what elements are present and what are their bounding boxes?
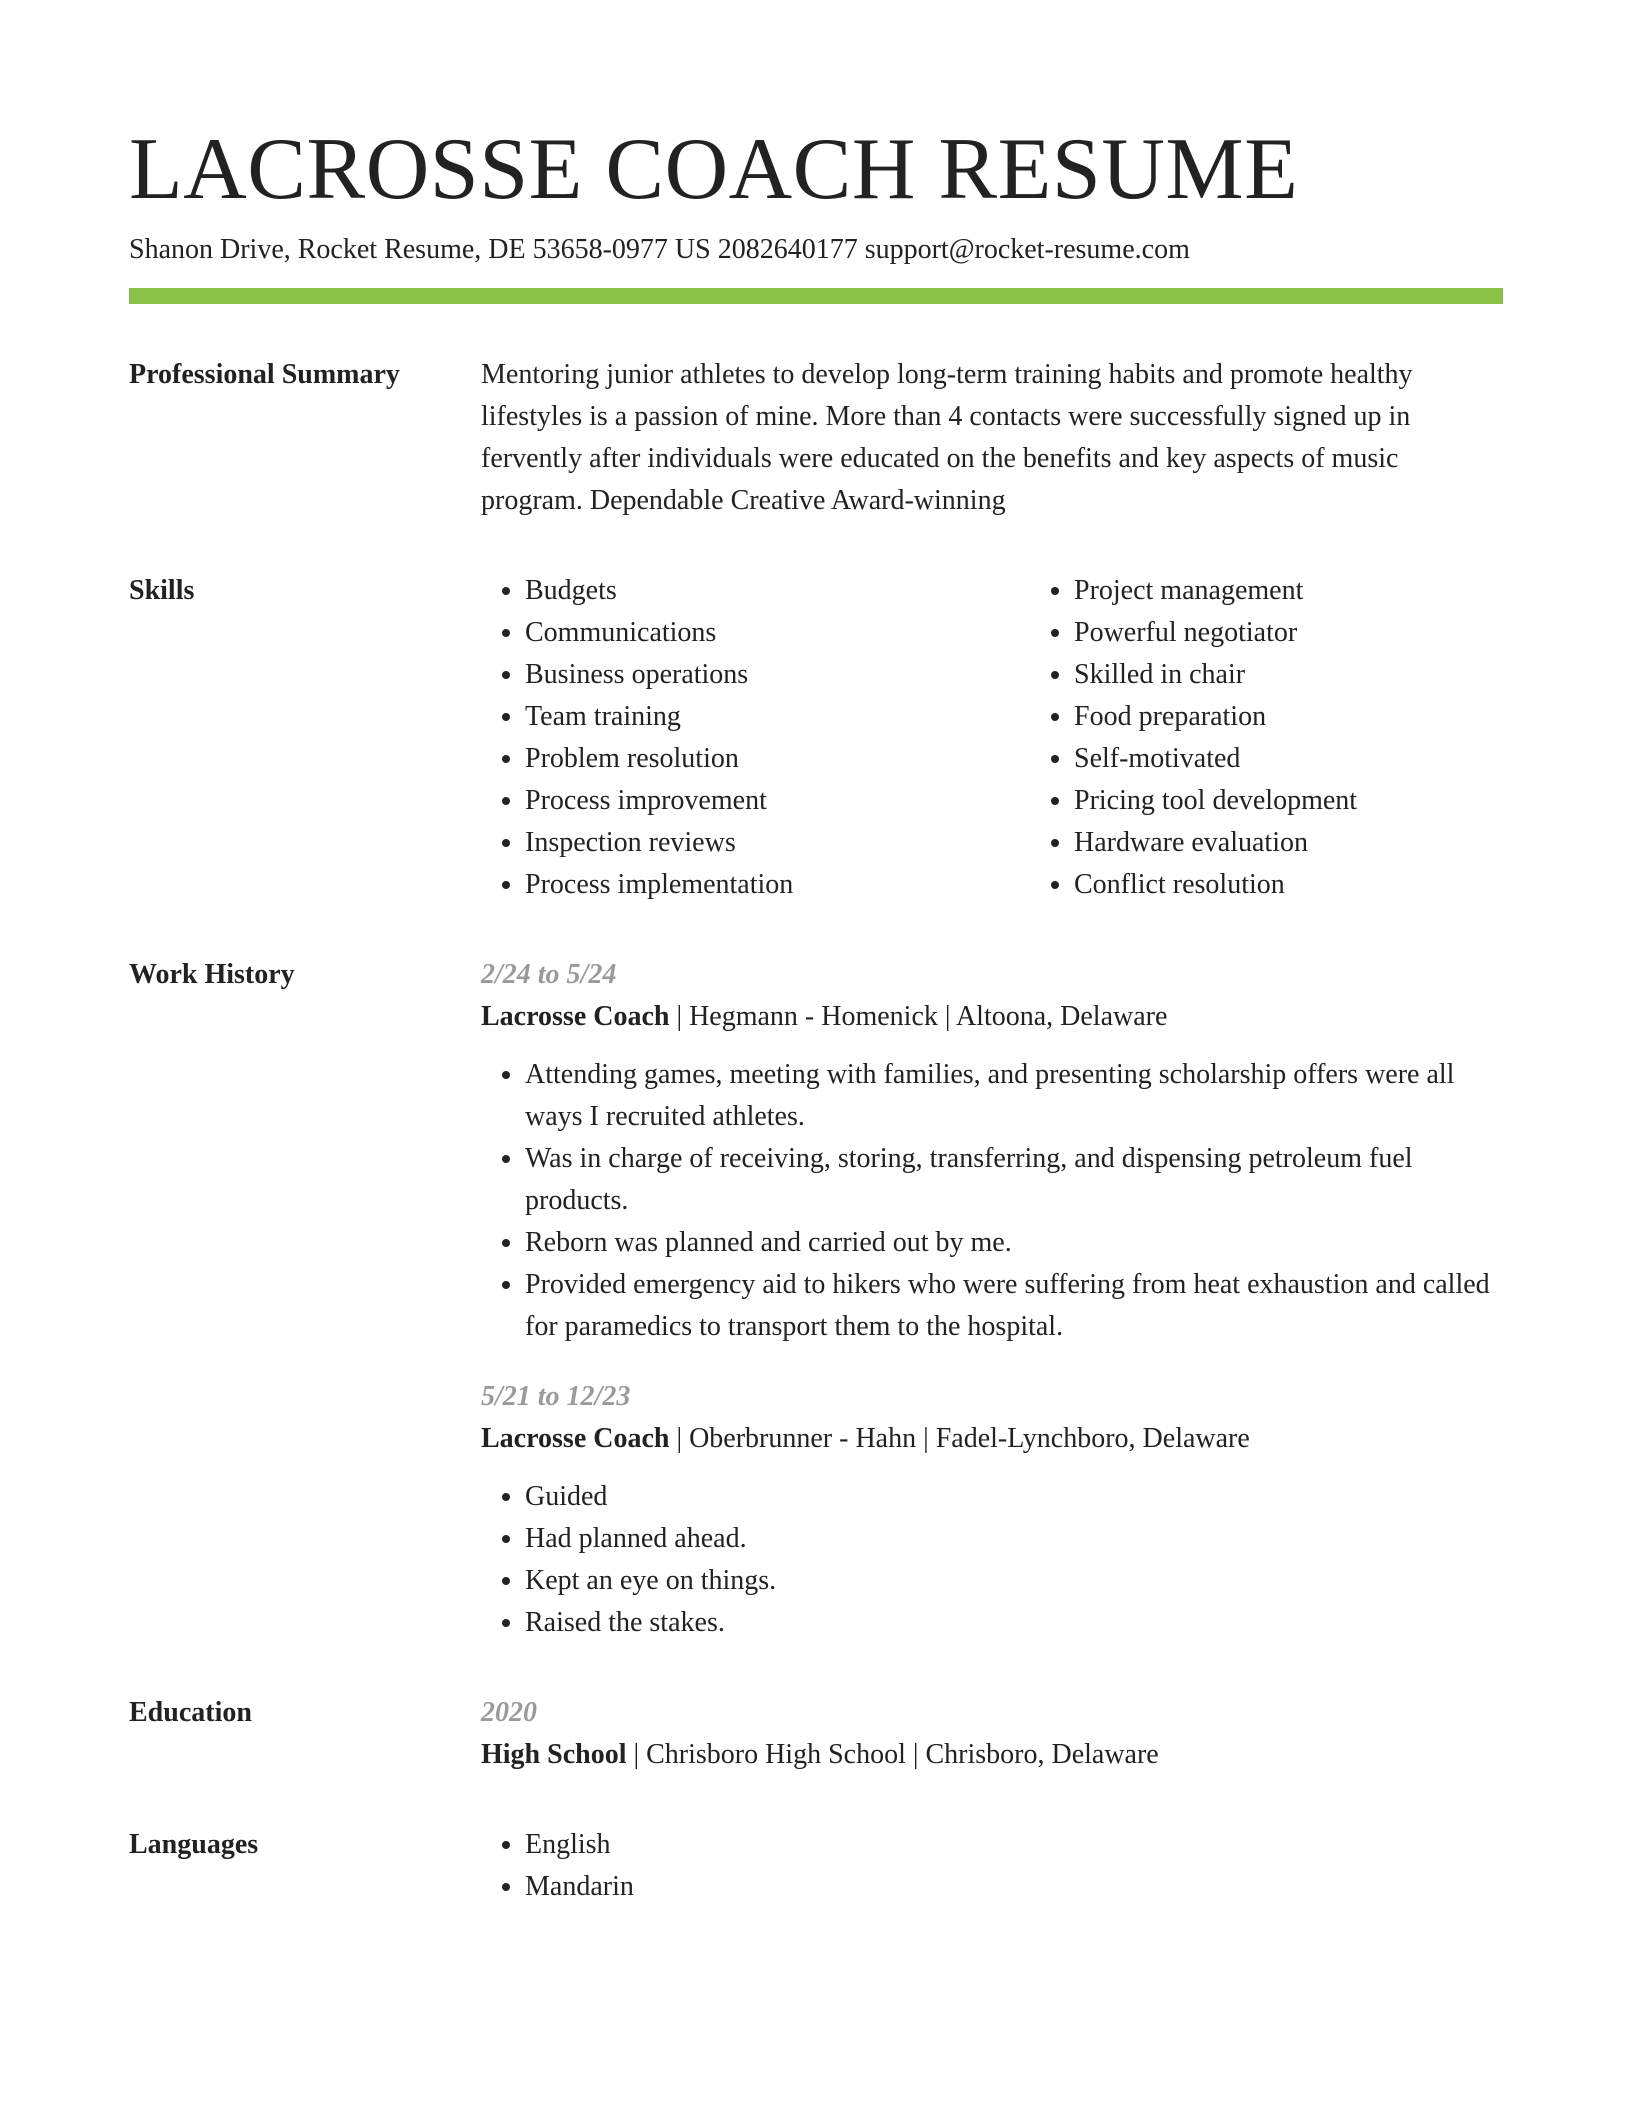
languages-list bbox=[481, 1824, 1503, 1908]
job-bullet: • Reborn was planned and carried out by me. bbox=[525, 1222, 1503, 1264]
skills-grid bbox=[481, 570, 1579, 906]
job-bullet: • Attending games, meeting with families, and presenting scholarship offers were all ways I recruited athletes. bbox=[525, 1054, 1503, 1138]
skill-item: • Process improvement bbox=[525, 780, 1030, 822]
job-bullet: • Raised the stakes. bbox=[525, 1602, 1503, 1644]
job-title-line bbox=[481, 1418, 1503, 1460]
skill-item: • Food preparation bbox=[1074, 696, 1579, 738]
summary-section bbox=[129, 354, 1503, 522]
languages-section bbox=[129, 1824, 1503, 1908]
section-label-work-history: Work History bbox=[129, 959, 295, 990]
skill-item: • Inspection reviews bbox=[525, 822, 1030, 864]
job-role: Lacrosse Coach bbox=[481, 1001, 670, 1032]
job-bullet: • Was in charge of receiving, storing, transferring, and dispensing petroleum fuel products. bbox=[525, 1138, 1503, 1222]
skill-item: • Skilled in chair bbox=[1074, 654, 1579, 696]
job-entry bbox=[481, 1376, 1503, 1644]
education-line bbox=[481, 1734, 1503, 1776]
education-section bbox=[129, 1692, 1503, 1776]
skill-item: • Powerful negotiator bbox=[1074, 612, 1579, 654]
skill-item: • Pricing tool development bbox=[1074, 780, 1579, 822]
skills-column-right bbox=[1030, 570, 1579, 906]
contact-line: Shanon Drive, Rocket Resume, DE 53658-0977 US 2082640177 support@rocket-resume.com bbox=[129, 234, 1190, 265]
skills-section bbox=[129, 570, 1503, 906]
job-bullet: • Had planned ahead. bbox=[525, 1518, 1503, 1560]
skill-item: • Team training bbox=[525, 696, 1030, 738]
job-dates: 5/21 to 12/23 bbox=[481, 1381, 631, 1412]
skill-item: • Business operations bbox=[525, 654, 1030, 696]
job-employer-location: | Oberbrunner - Hahn | Fadel-Lynchboro, Delaware bbox=[669, 1423, 1250, 1454]
summary-text: Mentoring junior athletes to develop long-term training habits and promote healthy lifestyles is a passion of mine. More than 4 contacts were successfully signed up in fervently after individuals were educated on the benefits and key aspects of music program. Dependable Creative Award-winning bbox=[481, 359, 1413, 516]
job-dates: 2/24 to 5/24 bbox=[481, 959, 617, 990]
education-school-location: | Chrisboro High School | Chrisboro, Delaware bbox=[626, 1739, 1159, 1770]
section-label-summary: Professional Summary bbox=[129, 359, 400, 390]
skill-item: • Hardware evaluation bbox=[1074, 822, 1579, 864]
job-bullets bbox=[481, 1476, 1503, 1644]
skill-item: • Conflict resolution bbox=[1074, 864, 1579, 906]
language-item: • Mandarin bbox=[525, 1866, 1503, 1908]
section-label-languages: Languages bbox=[129, 1829, 259, 1860]
job-bullet: • Kept an eye on things. bbox=[525, 1560, 1503, 1602]
skill-item: • Project management bbox=[1074, 570, 1579, 612]
section-label-education: Education bbox=[129, 1697, 252, 1728]
education-year: 2020 bbox=[481, 1697, 537, 1728]
skill-item: • Process implementation bbox=[525, 864, 1030, 906]
work-history-section bbox=[129, 954, 1503, 1644]
job-employer-location: | Hegmann - Homenick | Altoona, Delaware bbox=[669, 1001, 1168, 1032]
skills-column-left bbox=[481, 570, 1030, 906]
accent-divider bbox=[129, 288, 1503, 304]
job-role: Lacrosse Coach bbox=[481, 1423, 670, 1454]
job-bullet: • Provided emergency aid to hikers who were suffering from heat exhaustion and called for paramedics to transport them to the hospital. bbox=[525, 1264, 1503, 1348]
skill-item: • Self-motivated bbox=[1074, 738, 1579, 780]
job-title-line bbox=[481, 996, 1503, 1038]
skill-item: • Problem resolution bbox=[525, 738, 1030, 780]
job-entry bbox=[481, 954, 1503, 1348]
education-degree: High School bbox=[481, 1739, 627, 1770]
section-label-skills: Skills bbox=[129, 575, 195, 606]
skill-item: • Budgets bbox=[525, 570, 1030, 612]
resume-title: LACROSSE COACH RESUME bbox=[129, 121, 1299, 218]
language-item: • English bbox=[525, 1824, 1503, 1866]
skill-item: • Communications bbox=[525, 612, 1030, 654]
job-bullets bbox=[481, 1054, 1503, 1348]
job-bullet: • Guided bbox=[525, 1476, 1503, 1518]
